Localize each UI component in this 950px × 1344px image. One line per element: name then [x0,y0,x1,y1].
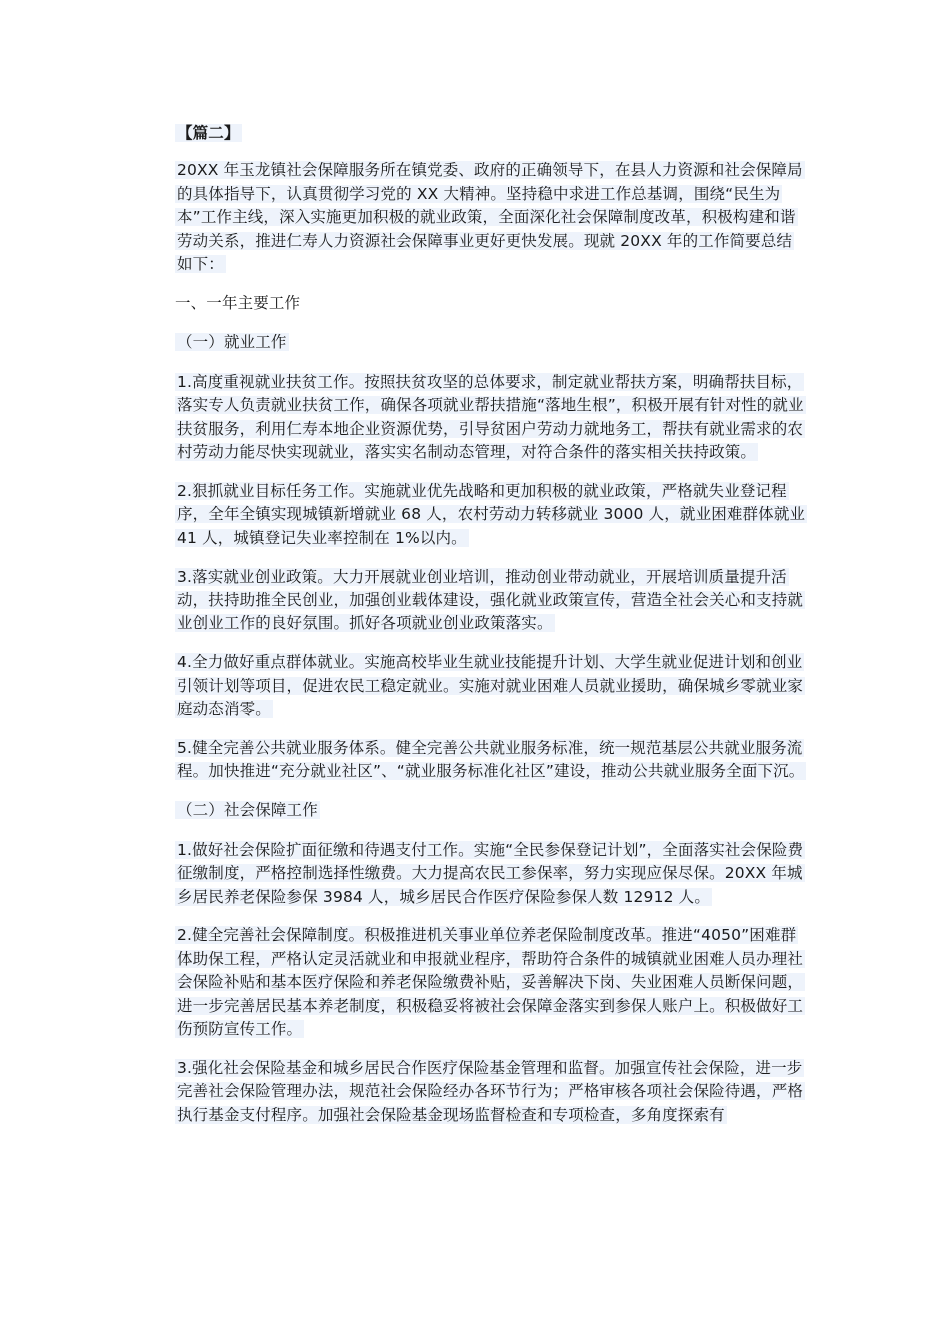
subsection-heading-social-security: （二）社会保障工作 [177,801,318,820]
intro-paragraph: 20XX 年玉龙镇社会保障服务所在镇党委、政府的正确领导下，在县人力资源和社会保障局的具体指导下，认真贯彻学习党的 XX 大精神。坚持稳中求进工作总基调，围绕“民生为本”工作主线，深入实施更加积极的就业政策，全面深化社会保障制度改革，积极构建和谐劳动关系，推进仁寿人力资源社会保障事业更好更快发展。现就 20XX 年的工作简要总结如下： [177,161,803,274]
document-title: 【篇二】 [177,124,240,142]
social-security-item-1: 1.做好社会保险扩面征缴和待遇支付工作。实施“全民参保登记计划”，全面落实社会保险费征缴制度，严格控制选择性缴费。大力提高农民工参保率，努力实现应保尽保。20XX 年城乡居民养老保险参保 3984 人，城乡居民合作医疗保险参保人数 12912 人。 [177,840,804,906]
employment-item-4: 4.全力做好重点群体就业。实施高校毕业生就业技能提升计划、大学生就业促进计划和创业引领计划等项目，促进农民工稳定就业。实施对就业困难人员就业援助，确保城乡零就业家庭动态消零。 [177,653,804,719]
employment-item-3: 3.落实就业创业政策。大力开展就业创业培训，推动创业带动就业，开展培训质量提升活动，扶持助推全民创业，加强创业载体建设，强化就业政策宣传，营造全社会关心和支持就业创业工作的良好氛围。抓好各项就业创业政策落实。 [177,567,804,633]
employment-item-2: 2.狠抓就业目标任务工作。实施就业优先战略和更加积极的就业政策，严格就失业登记程序，全年全镇实现城镇新增就业 68 人，农村劳动力转移就业 3000 人，就业困难群体就业 41 人，城镇登记失业率控制在 1%以内。 [177,481,806,547]
social-security-item-3: 3.强化社会保险基金和城乡居民合作医疗保险基金管理和监督。加强宣传社会保险，进一步完善社会保险管理办法，规范社会保险经办各环节行为；严格审核各项社会保险待遇，严格执行基金支付程序。加强社会保险基金现场监督检查和专项检查，多角度探索有 [177,1059,804,1124]
subsection-heading-employment: （一）就业工作 [177,333,287,352]
employment-item-1: 1.高度重视就业扶贫工作。按照扶贫攻坚的总体要求，制定就业帮扶方案，明确帮扶目标，落实专人负责就业扶贫工作，确保各项就业帮扶措施“落地生根”，积极开展有针对性的就业扶贫服务，利用仁寿本地企业资源优势，引导贫困户劳动力就地务工，帮扶有就业需求的农村劳动力能尽快实现就业，落实实名制动态管理，对符合条件的落实相关扶持政策。 [177,372,804,461]
document-body [175,122,807,1127]
section-heading-main-work: 一、一年主要工作 [175,293,301,312]
employment-item-5: 5.健全完善公共就业服务体系。健全完善公共就业服务标准，统一规范基层公共就业服务流程。加快推进“充分就业社区”、“就业服务标准化社区”建设，推动公共就业服务全面下沉。 [177,739,805,781]
social-security-item-2: 2.健全完善社会保障制度。积极推进机关事业单位养老保险制度改革。推进“4050”困难群体助保工程，严格认定灵活就业和申报就业程序，帮助符合条件的城镇就业困难人员办理社会保险补贴和基本医疗保险和养老保险缴费补贴，妥善解决下岗、失业困难人员断保问题，进一步完善居民基本养老制度，积极稳妥将被社会保障金落实到参保人账户上。积极做好工伤预防宣传工作。 [177,926,804,1039]
